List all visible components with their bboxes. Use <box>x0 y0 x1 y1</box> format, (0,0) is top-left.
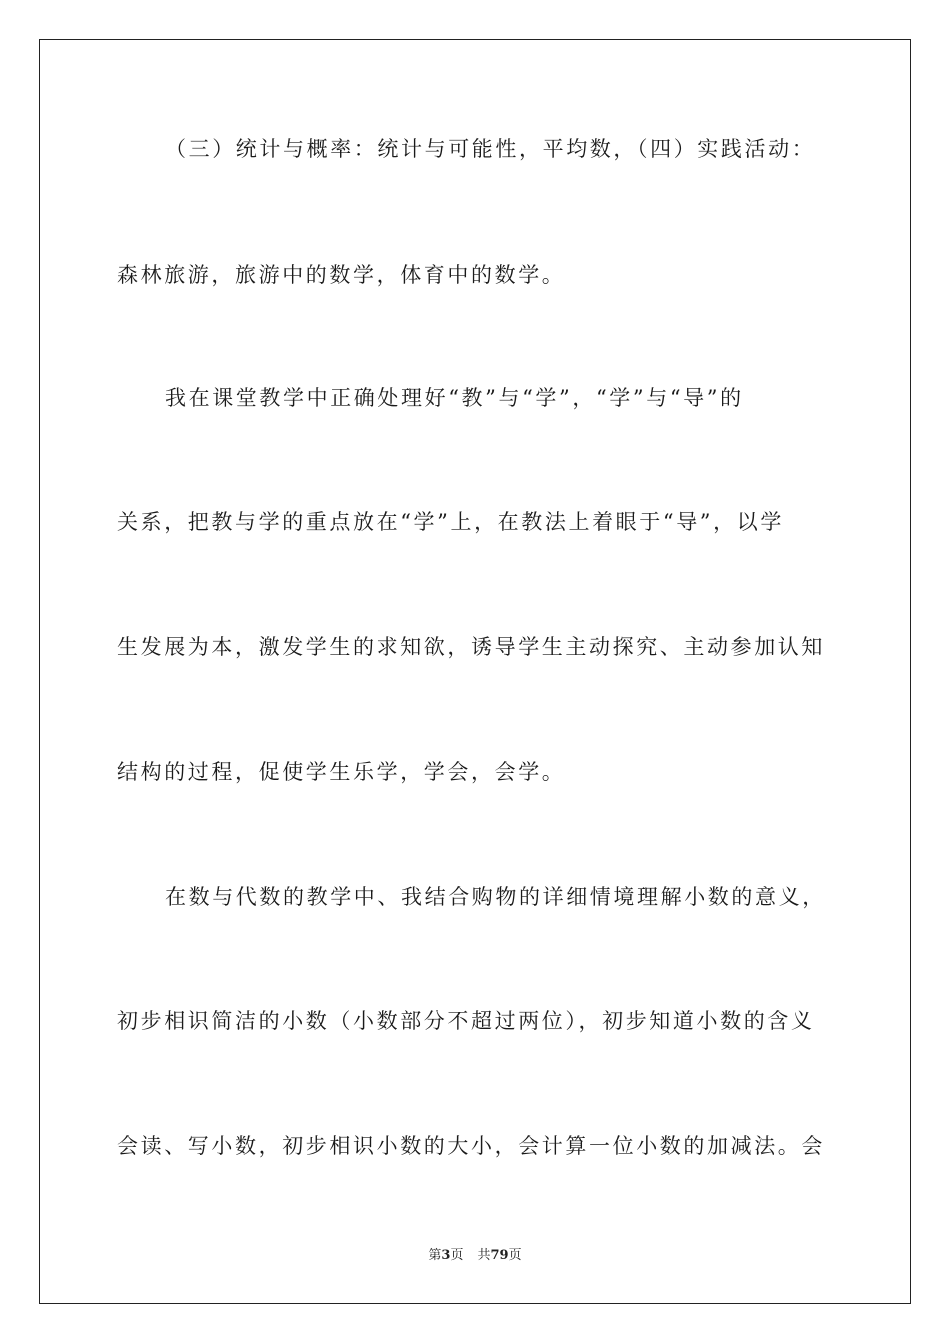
page-border <box>39 39 911 1304</box>
page-footer <box>0 1248 950 1264</box>
total-pages: 79 <box>490 1248 509 1263</box>
text-line-7: 在数与代数的教学中、我结合购物的详细情境理解小数的意义， <box>165 885 826 909</box>
page-prefix: 第 <box>428 1248 442 1263</box>
text-line-6: 结构的过程，促使学生乐学，学会，会学。 <box>117 760 566 784</box>
text-line-9: 会读、写小数，初步相识小数的大小，会计算一位小数的加减法。会 <box>117 1134 825 1158</box>
page-number: 3 <box>441 1248 451 1263</box>
text-line-5: 生发展为本，激发学生的求知欲，诱导学生主动探究、主动参加认知 <box>117 635 825 659</box>
text-line-4: 关系，把教与学的重点放在“学”上，在教法上着眼于“导”，以学 <box>117 510 784 534</box>
total-prefix: 共 <box>477 1248 491 1263</box>
text-line-1: （三）统计与概率：统计与可能性，平均数，（四）实践活动： <box>165 137 816 161</box>
text-line-8: 初步相识简洁的小数（小数部分不超过两位），初步知道小数的含义 <box>117 1009 815 1033</box>
page-suffix: 页 <box>450 1248 464 1263</box>
total-suffix: 页 <box>508 1248 522 1263</box>
text-line-3: 我在课堂教学中正确处理好“教”与“学”，“学”与“导”的 <box>165 386 744 410</box>
text-line-2: 森林旅游，旅游中的数学，体育中的数学。 <box>117 263 566 287</box>
